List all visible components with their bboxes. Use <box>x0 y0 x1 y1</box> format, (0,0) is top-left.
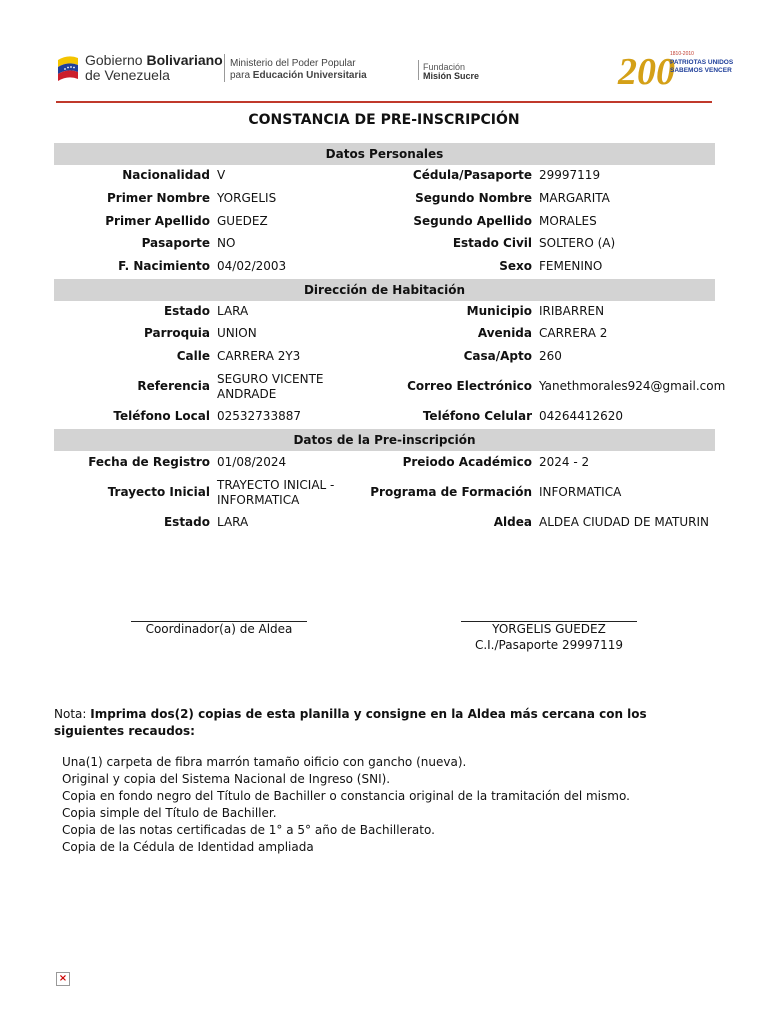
section-header-personal: Datos Personales <box>54 143 715 165</box>
casa-value: 260 <box>539 349 562 363</box>
nacimiento-label: F. Nacimiento <box>118 259 210 273</box>
pasaporte-label: Pasaporte <box>141 236 210 250</box>
logo-years: 1810-2010 <box>670 51 694 57</box>
parroquia-value: UNION <box>217 326 257 340</box>
sexo-label: Sexo <box>499 259 532 273</box>
referencia-value: SEGURO VICENTE ANDRADE <box>217 372 324 401</box>
foundation-label: Fundación <box>423 62 466 72</box>
cedula-value: 29997119 <box>539 168 601 182</box>
section-header-preinscripcion: Datos de la Pre-inscripción <box>54 429 715 451</box>
telefono-celular-value: 04264412620 <box>539 409 623 423</box>
municipio-label: Municipio <box>466 304 532 318</box>
primer-nombre-value: YORGELIS <box>217 191 277 205</box>
student-id: C.I./Pasaporte 29997119 <box>474 638 624 652</box>
ministry-line2 <box>230 70 367 81</box>
nacionalidad-value: V <box>217 168 226 182</box>
estado-aldea-label: Estado <box>163 515 210 529</box>
ministry-prefix: para <box>230 70 251 81</box>
ministry-line1: Ministerio del Poder Popular <box>230 58 356 69</box>
segundo-apellido-label: Segundo Apellido <box>413 214 532 228</box>
pasaporte-value: NO <box>217 236 236 250</box>
trayecto-label: Trayecto Inicial <box>107 485 210 499</box>
calle-label: Calle <box>176 349 210 363</box>
estado-civil-value: SOLTERO (A) <box>539 236 616 250</box>
coordinator-signature-label: Coordinador(a) de Aldea <box>145 622 293 636</box>
segundo-nombre-label: Segundo Nombre <box>415 191 532 205</box>
list-item: Una(1) carpeta de fibra marrón tamaño oificio con gancho (nueva). <box>62 755 467 769</box>
primer-apellido-label: Primer Apellido <box>105 214 210 228</box>
telefono-local-value: 02532733887 <box>217 409 301 423</box>
nacimiento-value: 04/02/2003 <box>217 259 287 273</box>
government-prefix: Gobierno <box>85 52 143 68</box>
correo-value: Yanethmorales924@gmail.com <box>539 379 726 393</box>
list-item: Copia en fondo negro del Título de Bachiller o constancia original de la tramitación del mismo. <box>62 789 630 803</box>
header-divider <box>224 54 225 82</box>
list-item: Copia simple del Título de Bachiller. <box>62 806 277 820</box>
government-bold: Bolivariano <box>146 52 223 68</box>
foundation-name: Misión Sucre <box>423 71 480 81</box>
note <box>54 706 714 740</box>
venezuela-flag-icon <box>56 54 80 82</box>
telefono-local-label: Teléfono Local <box>113 409 210 423</box>
list-item: Copia de la Cédula de Identidad ampliada <box>62 840 314 854</box>
programa-value: INFORMATICA <box>539 485 622 499</box>
correo-label: Correo Electrónico <box>407 379 532 393</box>
programa-label: Programa de Formación <box>370 485 532 499</box>
primer-nombre-label: Primer Nombre <box>106 191 210 205</box>
nacionalidad-label: Nacionalidad <box>122 168 210 182</box>
primer-apellido-value: GUEDEZ <box>217 214 268 228</box>
page-title: CONSTANCIA DE PRE-INSCRIPCIÓN <box>248 112 520 128</box>
avenida-value: CARRERA 2 <box>539 326 608 340</box>
casa-label: Casa/Apto <box>463 349 532 363</box>
parroquia-label: Parroquia <box>144 326 210 340</box>
list-item: Original y copia del Sistema Nacional de Ingreso (SNI). <box>62 772 391 786</box>
aldea-label: Aldea <box>493 515 532 529</box>
logo-motto-line2: SABEMOS VENCER <box>670 67 732 74</box>
logo-number: 200 <box>618 51 675 93</box>
periodo-value: 2024 - 2 <box>539 455 590 469</box>
ministry-bold: Educación Universitaria <box>252 70 367 81</box>
cedula-label: Cédula/Pasaporte <box>412 168 532 182</box>
estado-aldea-value: LARA <box>217 515 249 529</box>
estado-civil-label: Estado Civil <box>452 236 532 250</box>
student-name: YORGELIS GUEDEZ <box>492 622 606 636</box>
sexo-value: FEMENINO <box>539 259 603 273</box>
trayecto-value: TRAYECTO INICIAL - INFORMATICA <box>217 478 335 507</box>
referencia-label: Referencia <box>137 379 210 393</box>
requirements-list <box>62 754 630 856</box>
fecha-registro-label: Fecha de Registro <box>88 455 210 469</box>
header-rule <box>56 101 712 103</box>
note-prefix: Nota: <box>54 707 87 721</box>
broken-image-icon: × <box>56 972 70 986</box>
estado-value: LARA <box>217 304 249 318</box>
fecha-registro-value: 01/08/2024 <box>217 455 287 469</box>
avenida-label: Avenida <box>477 326 532 340</box>
page-header <box>56 40 734 102</box>
calle-value: CARRERA 2Y3 <box>217 349 301 363</box>
government-country: de Venezuela <box>85 67 170 83</box>
government-name <box>85 52 223 68</box>
section-header-address: Dirección de Habitación <box>54 279 715 301</box>
estado-label: Estado <box>163 304 210 318</box>
logo-motto-line1: PATRIOTAS UNIDOS <box>670 59 734 66</box>
segundo-nombre-value: MARGARITA <box>539 191 610 205</box>
periodo-label: Preiodo Académico <box>402 455 532 469</box>
aldea-value: ALDEA CIUDAD DE MATURIN <box>539 515 709 529</box>
bicentenario-logo <box>618 42 734 93</box>
header-divider <box>418 60 419 80</box>
telefono-celular-label: Teléfono Celular <box>422 409 532 423</box>
municipio-value: IRIBARREN <box>539 304 605 318</box>
list-item: Copia de las notas certificadas de 1° a 5° año de Bachillerato. <box>62 823 435 837</box>
note-text: Imprima dos(2) copias de esta planilla y consigne en la Aldea más cercana con los siguientes recaudos: <box>54 707 647 738</box>
segundo-apellido-value: MORALES <box>539 214 597 228</box>
